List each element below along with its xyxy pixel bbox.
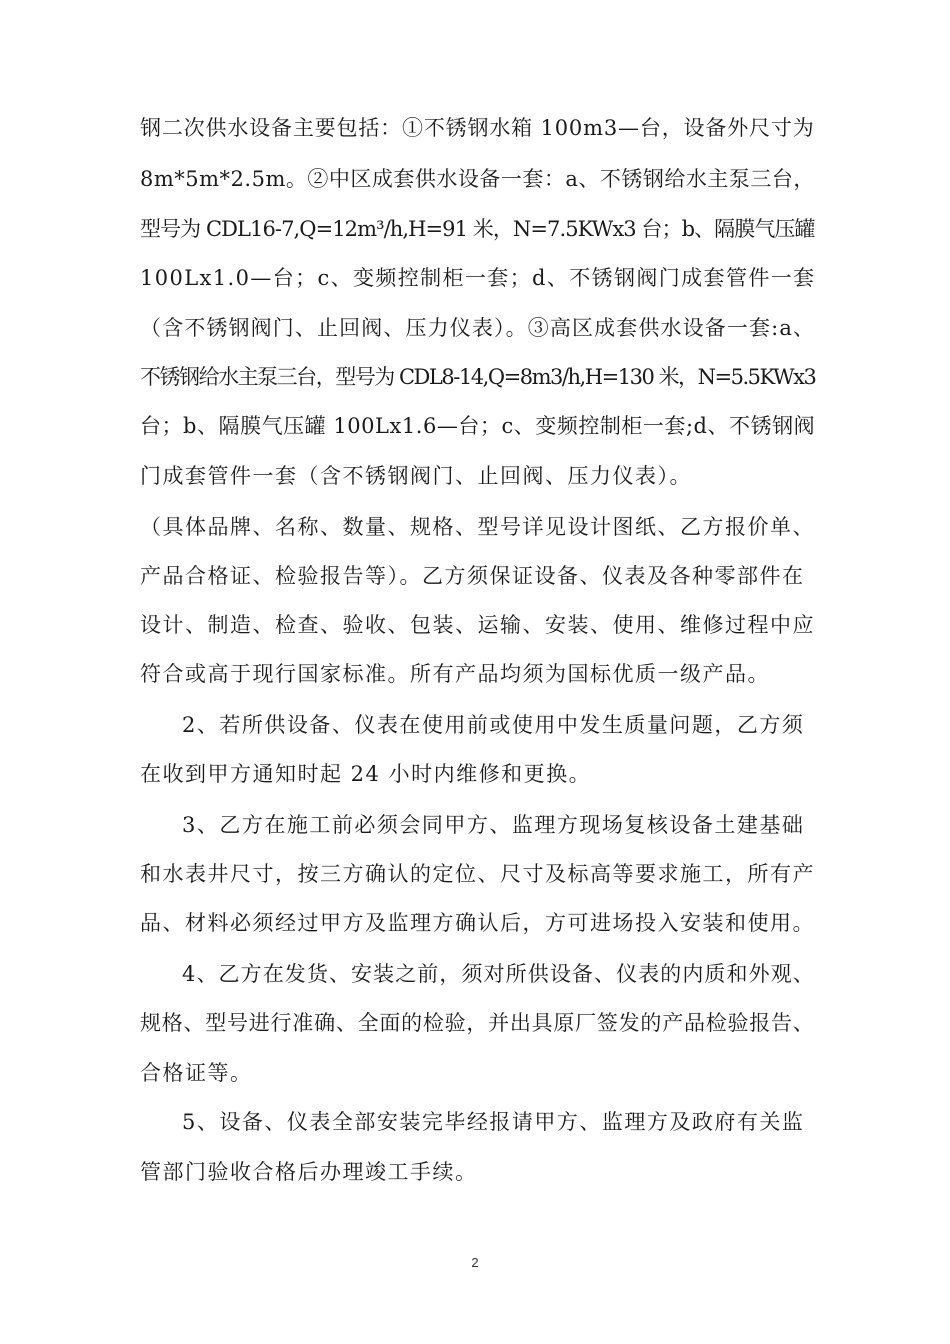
text-line: 2、若所供设备、仪表在使用前或使用中发生质量问题，乙方须 [182, 713, 805, 737]
text-line: 钢二次供水设备主要包括：①不锈钢水箱 100m3—台，设备外尺寸为 [140, 116, 815, 140]
text-line: 合格证等。 [140, 1061, 253, 1085]
text-line: 设计、制造、检查、验收、包装、运输、安装、使用、维修过程中应 [140, 613, 815, 637]
text-line: 100Lx1.0—台；c、变频控制柜一套；d、不锈钢阀门成套管件一套 [140, 266, 816, 290]
text-line: 门成套管件一套（含不锈钢阀门、止回阀、压力仪表）。 [140, 464, 692, 488]
text-line: 品、材料必须经过甲方及监理方确认后，方可进场投入安装和使用。 [140, 911, 815, 935]
text-line: 型号为 CDL16-7,Q=12m³/h,H=91 米，N=7.5KWx3 台；b、隔膜气压罐 [140, 217, 815, 241]
text-line: 符合或高于现行国家标准。所有产品均须为国标优质一级产品。 [140, 662, 770, 686]
text-line: 3、乙方在施工前必须会同甲方、监理方现场复核设备土建基础 [182, 813, 805, 837]
text-line: 台；b、隔膜气压罐 100Lx1.6—台；c、变频控制柜一套;d、不锈钢阀 [140, 414, 816, 438]
text-line: 规格、型号进行准确、全面的检验，并出具原厂签发的产品检验报告、 [140, 1011, 815, 1035]
text-line: 管部门验收合格后办理竣工手续。 [140, 1160, 478, 1184]
text-line: 4、乙方在发货、安装之前，须对所供设备、仪表的内质和外观、 [182, 962, 815, 986]
text-line: 和水表井尺寸，按三方确认的定位、尺寸及标高等要求施工，所有产 [140, 862, 815, 886]
page-number: 2 [471, 1255, 479, 1270]
text-line: 产品合格证、检验报告等）。乙方须保证设备、仪表及各种零部件在 [140, 564, 805, 588]
text-line: 在收到甲方通知时起 24 小时内维修和更换。 [140, 762, 592, 786]
text-line: （含不锈钢阀门、止回阀、压力仪表）。③高区成套供水设备一套:a、 [140, 316, 816, 340]
text-line: 8m*5m*2.5m。②中区成套供水设备一套：a、不锈钢给水主泵三台， [140, 167, 815, 191]
text-line: （具体品牌、名称、数量、规格、型号详见设计图纸、乙方报价单、 [140, 515, 815, 539]
text-line: 不锈钢给水主泵三台，型号为 CDL8-14,Q=8m3/h,H=130 米，N=5.5KWx3 [140, 365, 816, 389]
text-line: 5、设备、仪表全部安装完毕经报请甲方、监理方及政府有关监 [182, 1110, 805, 1134]
